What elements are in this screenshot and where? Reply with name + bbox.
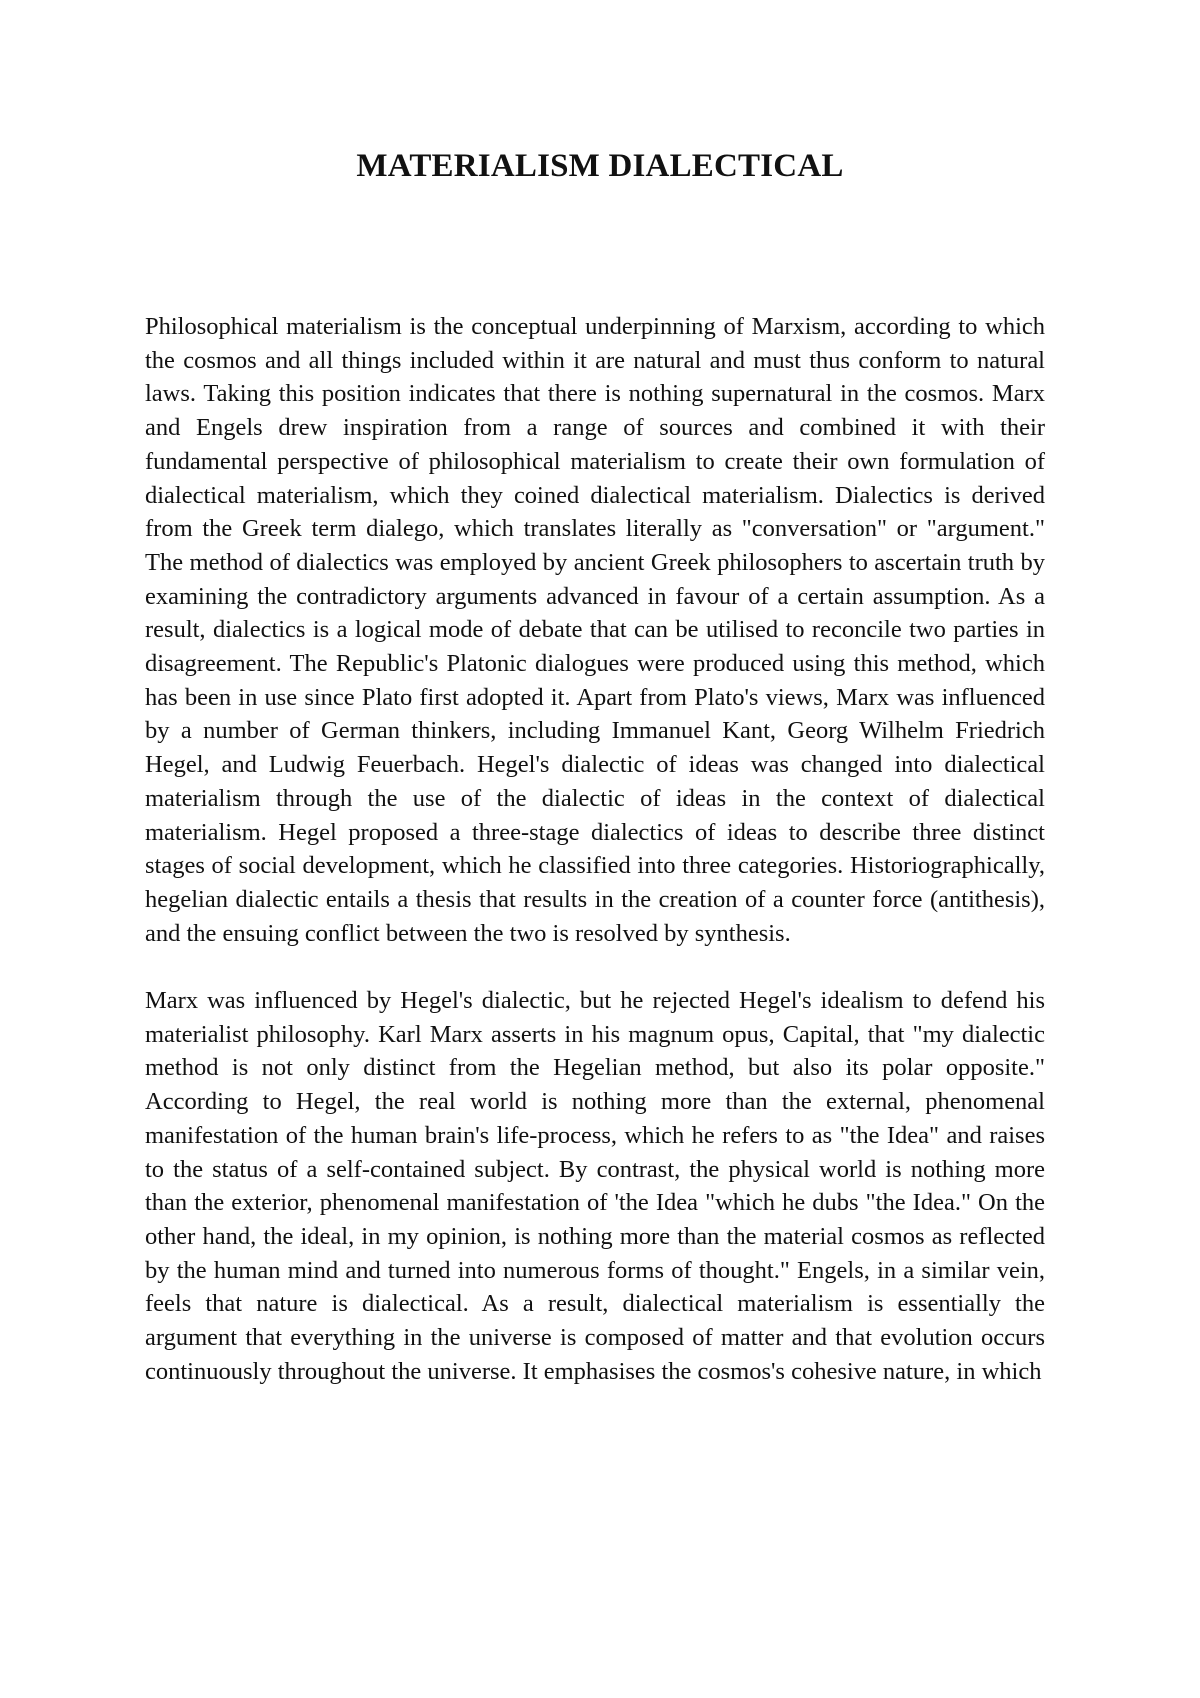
paragraph-2: Marx was influenced by Hegel's dialectic, but he rejected Hegel's idealism to defend his materialist philosophy. Karl Marx asserts in his magnum opus, Capital, that "my dialectic method is not only distinct from the Hegelian method, but also its polar opposite." According to Hegel, the real world is nothing more than the external, phenomenal manifestation of the human brain's life-process, which he refers to as "the Idea" and raises to the status of a self-contained subject. By contrast, the physical world is nothing more than the exterior, phenomenal manifestation of 'the Idea "which he dubs "the Idea." On the other hand, the ideal, in my opinion, is nothing more than the material cosmos as reflected by the human mind and turned into numerous forms of thought." Engels, in a similar vein, feels that nature is dialectical. As a result, dialectical materialism is essentially the argument that everything in the universe is composed of matter and that evolution occurs continuously throughout the universe. It emphasises the cosmos's cohesive nature, in which — [145, 987, 1045, 1385]
document-body — [145, 310, 1045, 1388]
paragraph-1: Philosophical materialism is the conceptual underpinning of Marxism, according to which the cosmos and all things included within it are natural and must thus conform to natural laws. Taking this position indicates that there is nothing supernatural in the cosmos. Marx and Engels drew inspiration from a range of sources and combined it with their fundamental perspective of philosophical materialism to create their own formulation of dialectical materialism, which they coined dialectical materialism. Dialectics is derived from the Greek term dialego, which translates literally as "conversation" or "argument." The method of dialectics was employed by ancient Greek philosophers to ascertain truth by examining the contradictory arguments advanced in favour of a certain assumption. As a result, dialectics is a logical mode of debate that can be utilised to reconcile two parties in disagreement. The Republic's Platonic dialogues were produced using this method, which has been in use since Plato first adopted it. Apart from Plato's views, Marx was influenced by a number of German thinkers, including Immanuel Kant, Georg Wilhelm Friedrich Hegel, and Ludwig Feuerbach. Hegel's dialectic of ideas was changed into dialectical materialism through the use of the dialectic of ideas in the context of dialectical materialism. Hegel proposed a three-stage dialectics of ideas to describe three distinct stages of social development, which he classified into three categories. Historiographically, hegelian dialectic entails a thesis that results in the creation of a counter force (antithesis), and the ensuing conflict between the two is resolved by synthesis. — [145, 313, 1045, 947]
page-title: MATERIALISM DIALECTICAL — [356, 148, 844, 184]
